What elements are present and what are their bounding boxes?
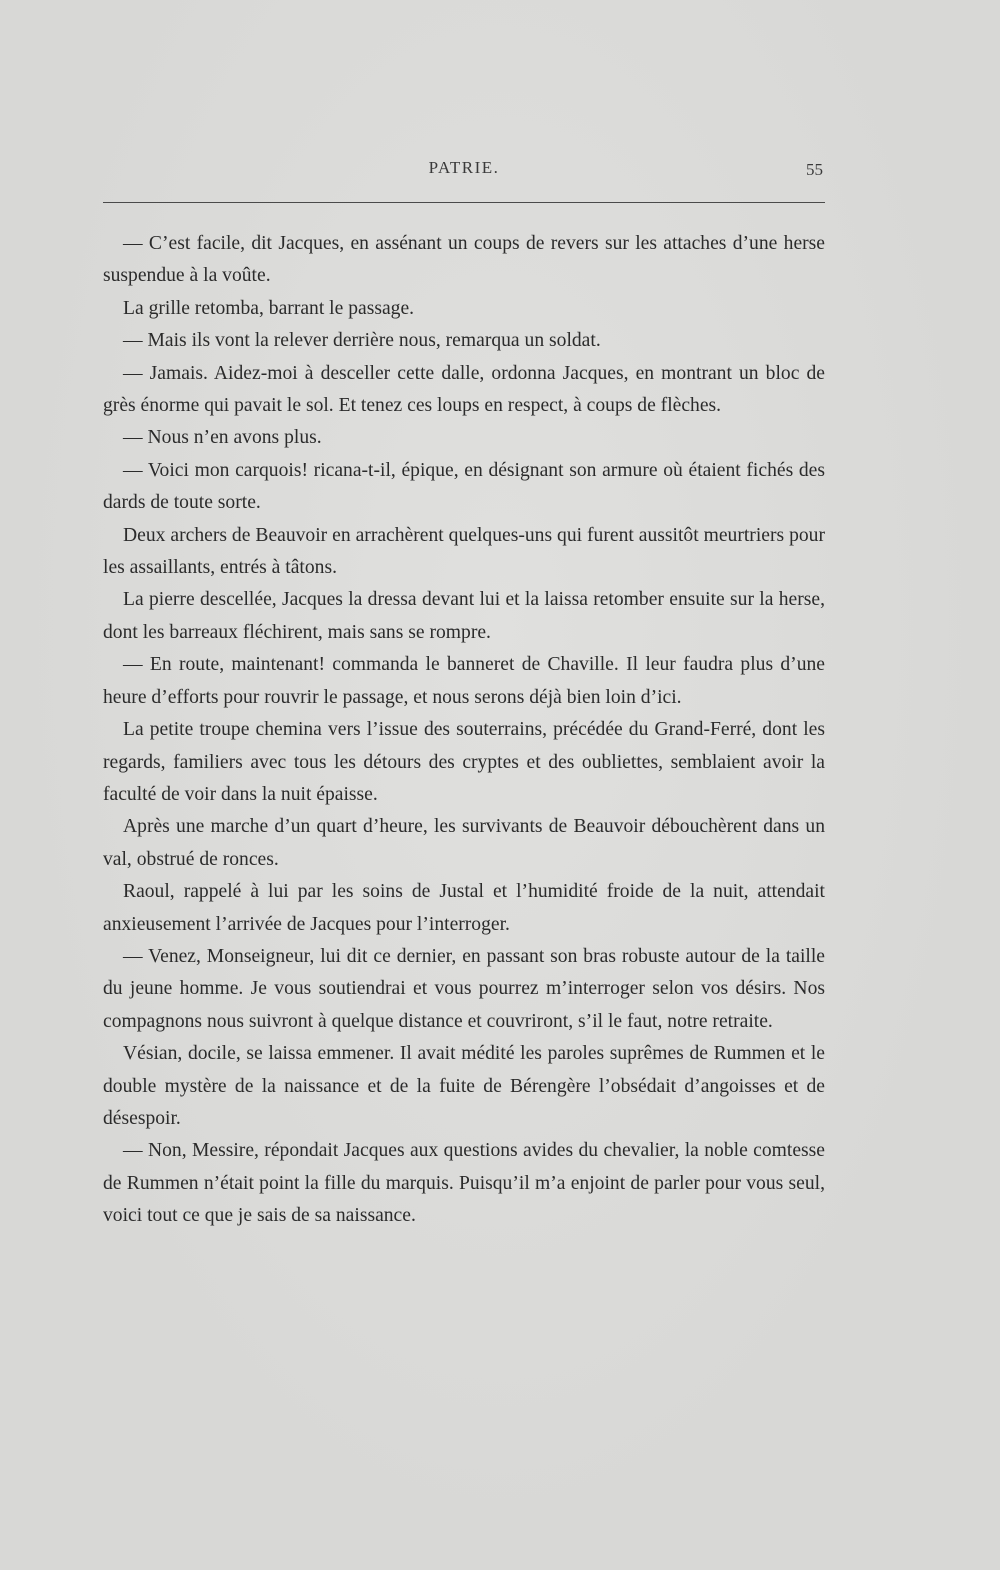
paragraph: — Jamais. Aidez-moi à desceller cette dalle, ordonna Jacques, en montrant un bloc de grès énorme qui pavait le sol. Et tenez ces loups en respect, à coups de flèches. <box>103 362 825 417</box>
paragraph: Vésian, docile, se laissa emmener. Il avait médité les paroles suprêmes de Rummen et le double mystère de la naissance et de la fuite de Bérengère l’obsédait d’angoisses et de désespoir. <box>103 1043 825 1129</box>
paragraph: La pierre descellée, Jacques la dressa devant lui et la laissa retomber ensuite sur la herse, dont les barreaux fléchirent, mais sans se rompre. <box>103 589 825 643</box>
paragraph: — Non, Messire, répondait Jacques aux questions avides du chevalier, la noble comtesse de Rummen n’était point la fille du marquis. Puisqu’il m’a enjoint de parler pour vous seul, voici tout ce que je sais de sa naissance. <box>103 1140 825 1227</box>
body-text <box>103 228 825 1233</box>
paragraph: — Mais ils vont la relever derrière nous, remarqua un soldat. <box>123 330 601 352</box>
running-title: PATRIE. <box>428 158 500 177</box>
paragraph: — Voici mon carquois! ricana-t-il, épique, en désignant son armure où étaient fichés des dards de toute sorte. <box>103 459 825 514</box>
header-rule <box>103 202 825 203</box>
paragraph: La petite troupe chemina vers l’issue des souterrains, précédée du Grand-Ferré, dont les regards, familiers avec tous les détours des cryptes et des oubliettes, semblaient avoir la faculté de voir dans la nuit épaisse. <box>103 719 825 805</box>
paragraph: Raoul, rappelé à lui par les soins de Justal et l’humidité froide de la nuit, attendait anxieusement l’arrivée de Jacques pour l’interroger. <box>103 881 825 935</box>
page-number: 55 <box>806 160 823 179</box>
paragraph: — C’est facile, dit Jacques, en assénant un coups de revers sur les attaches d’une herse suspendue à la voûte. <box>103 233 825 287</box>
paragraph: — Nous n’en avons plus. <box>123 427 322 449</box>
paragraph: Deux archers de Beauvoir en arrachèrent quelques-uns qui furent aussitôt meurtriers pour les assaillants, entrés à tâtons. <box>103 524 825 579</box>
paragraph: Après une marche d’un quart d’heure, les survivants de Beauvoir débouchèrent dans un val, obstrué de ronces. <box>103 816 825 870</box>
paragraph: — En route, maintenant! commanda le banneret de Chaville. Il leur faudra plus d’une heure d’efforts pour rouvrir le passage, et nous serons déjà bien loin d’ici. <box>103 654 825 708</box>
running-head <box>103 158 825 188</box>
paragraph: La grille retomba, barrant le passage. <box>123 297 415 319</box>
paragraph: — Venez, Monseigneur, lui dit ce dernier, en passant son bras robuste autour de la taille du jeune homme. Je vous soutiendrai et vous pourrez m’interroger selon vos désirs. Nos compagnons nous suivront à quelque distance et couvriront, s’il le faut, notre retraite. <box>103 945 825 1032</box>
